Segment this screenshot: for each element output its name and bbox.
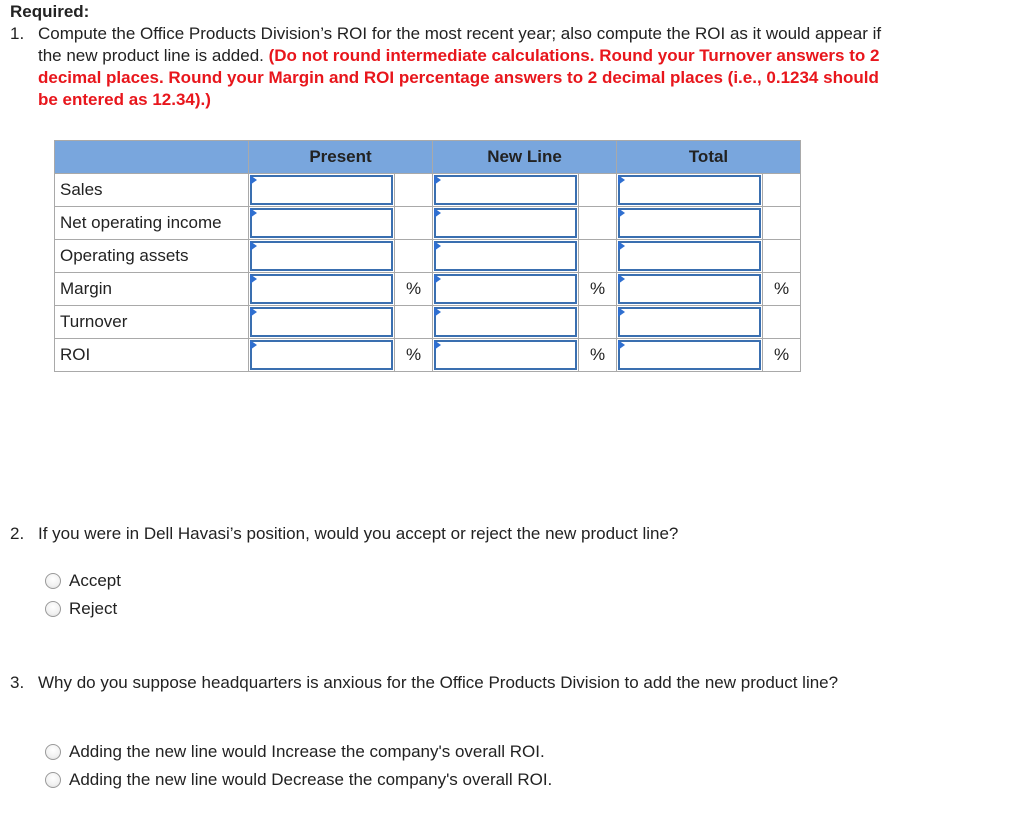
margin-new-line-unit: % — [579, 273, 617, 306]
question-3 — [10, 672, 910, 694]
dropdown-marker-icon — [618, 175, 625, 185]
sales-present-input[interactable] — [249, 174, 395, 207]
dropdown-marker-icon — [618, 274, 625, 284]
dropdown-marker-icon — [250, 340, 257, 350]
sales-present-unit — [395, 174, 433, 207]
turnover-new-line-input[interactable] — [433, 306, 579, 339]
dropdown-marker-icon — [434, 274, 441, 284]
turnover-total-input[interactable] — [617, 306, 763, 339]
table-row — [55, 174, 801, 207]
noi-present-unit — [395, 207, 433, 240]
dropdown-marker-icon — [618, 208, 625, 218]
increase-radio[interactable] — [45, 744, 61, 760]
margin-total-input[interactable] — [617, 273, 763, 306]
dropdown-marker-icon — [618, 307, 625, 317]
assets-new-line-unit — [579, 240, 617, 273]
turnover-present-unit — [395, 306, 433, 339]
question-1-text: Compute the Office Products Division’s ROI for the most recent year; also compute the ROI as it would appear if the new product line is added. — [38, 24, 882, 65]
roi-present-input[interactable] — [249, 339, 395, 372]
increase-label[interactable]: Adding the new line would Increase the company's overall ROI. — [69, 742, 545, 761]
question-3-number: 3. — [10, 673, 25, 692]
reject-radio[interactable] — [45, 601, 61, 617]
table-row — [55, 273, 801, 306]
header-new-line: New Line — [433, 141, 617, 174]
question-2-text: If you were in Dell Havasi’s position, would you accept or reject the new product line? — [38, 524, 679, 543]
assets-present-unit — [395, 240, 433, 273]
dropdown-marker-icon — [250, 241, 257, 251]
row-label-margin: Margin — [55, 273, 249, 306]
header-total: Total — [617, 141, 801, 174]
dropdown-marker-icon — [250, 274, 257, 284]
table-row — [55, 207, 801, 240]
reject-label[interactable]: Reject — [69, 599, 118, 618]
turnover-present-input[interactable] — [249, 306, 395, 339]
noi-total-unit — [763, 207, 801, 240]
row-label-net-operating-income: Net operating income — [55, 207, 249, 240]
accept-label[interactable]: Accept — [69, 571, 121, 590]
dropdown-marker-icon — [618, 241, 625, 251]
header-present: Present — [249, 141, 433, 174]
roi-total-input[interactable] — [617, 339, 763, 372]
noi-new-line-input[interactable] — [433, 207, 579, 240]
header-blank — [55, 141, 249, 174]
decrease-radio[interactable] — [45, 772, 61, 788]
decrease-option[interactable] — [45, 770, 552, 790]
row-label-sales: Sales — [55, 174, 249, 207]
sales-total-input[interactable] — [617, 174, 763, 207]
noi-total-input[interactable] — [617, 207, 763, 240]
assets-total-input[interactable] — [617, 240, 763, 273]
roi-new-line-unit: % — [579, 339, 617, 372]
assets-new-line-input[interactable] — [433, 240, 579, 273]
row-label-turnover: Turnover — [55, 306, 249, 339]
dropdown-marker-icon — [618, 340, 625, 350]
reject-option[interactable] — [45, 599, 117, 619]
dropdown-marker-icon — [250, 175, 257, 185]
noi-present-input[interactable] — [249, 207, 395, 240]
accept-radio[interactable] — [45, 573, 61, 589]
question-2-number: 2. — [10, 524, 25, 543]
dropdown-marker-icon — [434, 340, 441, 350]
roi-table — [54, 140, 801, 372]
margin-new-line-input[interactable] — [433, 273, 579, 306]
table-row — [55, 240, 801, 273]
margin-total-unit: % — [763, 273, 801, 306]
decrease-label[interactable]: Adding the new line would Decrease the company's overall ROI. — [69, 770, 553, 789]
dropdown-marker-icon — [434, 307, 441, 317]
margin-present-input[interactable] — [249, 273, 395, 306]
dropdown-marker-icon — [250, 208, 257, 218]
dropdown-marker-icon — [434, 175, 441, 185]
increase-option[interactable] — [45, 742, 545, 762]
turnover-new-line-unit — [579, 306, 617, 339]
table-row — [55, 306, 801, 339]
sales-new-line-input[interactable] — [433, 174, 579, 207]
question-1-number: 1. — [10, 24, 25, 43]
dropdown-marker-icon — [250, 307, 257, 317]
turnover-total-unit — [763, 306, 801, 339]
row-label-operating-assets: Operating assets — [55, 240, 249, 273]
roi-present-unit: % — [395, 339, 433, 372]
dropdown-marker-icon — [434, 241, 441, 251]
assets-total-unit — [763, 240, 801, 273]
accept-option[interactable] — [45, 571, 121, 591]
required-heading: Required: — [10, 2, 90, 21]
table-header-row — [55, 141, 801, 174]
sales-total-unit — [763, 174, 801, 207]
dropdown-marker-icon — [434, 208, 441, 218]
assets-present-input[interactable] — [249, 240, 395, 273]
question-1-instruction: (Do not round intermediate calculations. Round your Turnover answers to 2 decimal places. Round your Margin and ROI percentage answers to 2 decimal places (i.e., 0.1234 should be entered as 12.34).) — [38, 46, 880, 109]
question-2 — [10, 523, 910, 545]
sales-new-line-unit — [579, 174, 617, 207]
question-1 — [10, 23, 900, 111]
noi-new-line-unit — [579, 207, 617, 240]
row-label-roi: ROI — [55, 339, 249, 372]
roi-new-line-input[interactable] — [433, 339, 579, 372]
question-3-text: Why do you suppose headquarters is anxious for the Office Products Division to add the new product line? — [38, 673, 839, 692]
table-row — [55, 339, 801, 372]
margin-present-unit: % — [395, 273, 433, 306]
roi-total-unit: % — [763, 339, 801, 372]
